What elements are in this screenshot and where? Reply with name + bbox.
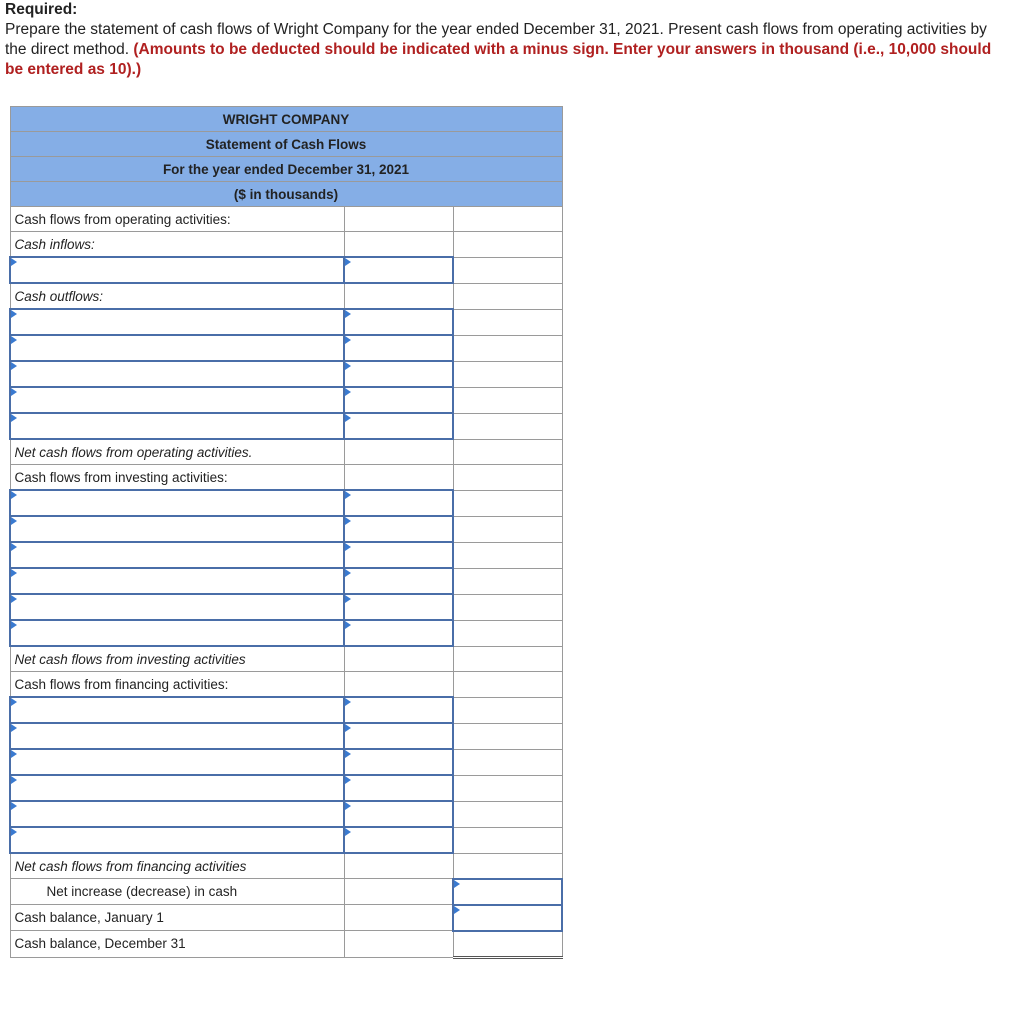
outflow-description-input[interactable]	[10, 309, 344, 335]
dropdown-marker-icon	[345, 336, 351, 344]
dropdown-marker-icon	[11, 491, 17, 499]
inflow-amount-field[interactable]	[345, 258, 452, 282]
balance-dec-total	[453, 931, 562, 958]
financing-amount-field[interactable]	[345, 802, 452, 826]
financing-amount-input[interactable]	[344, 801, 453, 827]
net-financing-label: Net cash flows from financing activities	[10, 853, 344, 879]
dropdown-marker-icon	[345, 388, 351, 396]
balance-jan-input[interactable]	[453, 905, 562, 931]
outflow-amount-field[interactable]	[345, 362, 452, 386]
instructions-note: (Amounts to be deducted should be indicated with a minus sign. Enter your answers in thousand (i.e., 10,000 should be entered as 10).)	[5, 41, 992, 78]
investing-description-input[interactable]	[10, 620, 344, 646]
outflow-description-input[interactable]	[10, 387, 344, 413]
net-investing-label: Net cash flows from investing activities	[10, 646, 344, 672]
investing-description-input[interactable]	[10, 568, 344, 594]
dropdown-marker-icon	[11, 543, 17, 551]
dropdown-marker-icon	[345, 543, 351, 551]
dropdown-marker-icon	[345, 828, 351, 836]
financing-amount-field[interactable]	[345, 698, 452, 722]
financing-amount-field[interactable]	[345, 776, 452, 800]
company-name: WRIGHT COMPANY	[10, 107, 562, 132]
dropdown-marker-icon	[345, 414, 351, 422]
dropdown-marker-icon	[11, 802, 17, 810]
dropdown-marker-icon	[11, 828, 17, 836]
dropdown-marker-icon	[345, 569, 351, 577]
financing-amount-input[interactable]	[344, 749, 453, 775]
required-heading: Required:	[5, 1, 78, 18]
dropdown-marker-icon	[11, 595, 17, 603]
financing-description-field[interactable]	[11, 802, 343, 826]
investing-description-input[interactable]	[10, 516, 344, 542]
operating-heading: Cash flows from operating activities:	[10, 207, 344, 232]
investing-amount-field[interactable]	[345, 517, 452, 541]
dropdown-marker-icon	[11, 310, 17, 318]
dropdown-marker-icon	[11, 414, 17, 422]
investing-description-field[interactable]	[11, 595, 343, 619]
financing-description-input[interactable]	[10, 775, 344, 801]
outflow-description-field[interactable]	[11, 414, 343, 438]
dropdown-marker-icon	[11, 517, 17, 525]
dropdown-marker-icon	[11, 388, 17, 396]
investing-amount-input[interactable]	[344, 542, 453, 568]
balance-dec-label: Cash balance, December 31	[10, 931, 344, 958]
outflow-description-field[interactable]	[11, 336, 343, 360]
statement-title: Statement of Cash Flows	[10, 132, 562, 157]
dropdown-marker-icon	[11, 750, 17, 758]
investing-description-input[interactable]	[10, 490, 344, 516]
investing-description-input[interactable]	[10, 594, 344, 620]
outflow-description-input[interactable]	[10, 413, 344, 439]
cash-outflows-label: Cash outflows:	[10, 283, 344, 309]
financing-amount-field[interactable]	[345, 828, 452, 852]
investing-amount-input[interactable]	[344, 620, 453, 646]
dropdown-marker-icon	[345, 776, 351, 784]
dropdown-marker-icon	[345, 750, 351, 758]
financing-amount-field[interactable]	[345, 750, 452, 774]
investing-amount-field[interactable]	[345, 491, 452, 515]
dropdown-marker-icon	[11, 362, 17, 370]
investing-amount-field[interactable]	[345, 569, 452, 593]
investing-description-field[interactable]	[11, 621, 343, 645]
outflow-amount-field[interactable]	[345, 388, 452, 412]
net-increase-field[interactable]	[454, 880, 561, 904]
dropdown-marker-icon	[11, 698, 17, 706]
statement-period: For the year ended December 31, 2021	[10, 157, 562, 182]
financing-description-input[interactable]	[10, 749, 344, 775]
financing-description-input[interactable]	[10, 697, 344, 723]
cash-inflows-label: Cash inflows:	[10, 232, 344, 258]
outflow-description-input[interactable]	[10, 335, 344, 361]
outflow-description-field[interactable]	[11, 362, 343, 386]
investing-amount-input[interactable]	[344, 516, 453, 542]
outflow-description-input[interactable]	[10, 361, 344, 387]
outflow-description-field[interactable]	[11, 310, 343, 334]
instructions	[5, 0, 1009, 80]
dropdown-marker-icon	[454, 880, 460, 888]
instructions-text: Prepare the statement of cash flows of Wright Company for the year ended December 31, 2021. Present cash flows from operating activities by the direct method.	[5, 21, 987, 58]
net-increase-input[interactable]	[453, 879, 562, 905]
investing-description-field[interactable]	[11, 517, 343, 541]
inflow-description-field[interactable]	[11, 258, 343, 282]
dropdown-marker-icon	[345, 621, 351, 629]
investing-description-field[interactable]	[11, 491, 343, 515]
outflow-amount-field[interactable]	[345, 336, 452, 360]
financing-description-field[interactable]	[11, 776, 343, 800]
dropdown-marker-icon	[345, 595, 351, 603]
financing-description-input[interactable]	[10, 723, 344, 749]
dropdown-marker-icon	[345, 724, 351, 732]
financing-amount-input[interactable]	[344, 775, 453, 801]
investing-amount-field[interactable]	[345, 543, 452, 567]
financing-description-input[interactable]	[10, 801, 344, 827]
dropdown-marker-icon	[11, 258, 17, 266]
financing-amount-input[interactable]	[344, 723, 453, 749]
dropdown-marker-icon	[345, 362, 351, 370]
investing-amount-input[interactable]	[344, 490, 453, 516]
dropdown-marker-icon	[11, 724, 17, 732]
outflow-amount-input[interactable]	[344, 361, 453, 387]
dropdown-marker-icon	[345, 310, 351, 318]
dropdown-marker-icon	[345, 517, 351, 525]
dropdown-marker-icon	[345, 698, 351, 706]
financing-description-field[interactable]	[11, 698, 343, 722]
investing-amount-input[interactable]	[344, 568, 453, 594]
outflow-amount-input[interactable]	[344, 387, 453, 413]
outflow-amount-field[interactable]	[345, 414, 452, 438]
financing-heading: Cash flows from financing activities:	[10, 672, 344, 698]
investing-description-field[interactable]	[11, 569, 343, 593]
financing-amount-field[interactable]	[345, 724, 452, 748]
inflow-description-input[interactable]	[10, 257, 344, 283]
net-operating-label: Net cash flows from operating activities.	[10, 439, 344, 465]
dropdown-marker-icon	[345, 491, 351, 499]
dropdown-marker-icon	[454, 906, 460, 914]
financing-amount-input[interactable]	[344, 697, 453, 723]
investing-description-input[interactable]	[10, 542, 344, 568]
dropdown-marker-icon	[345, 258, 351, 266]
investing-heading: Cash flows from investing activities:	[10, 465, 344, 491]
financing-description-field[interactable]	[11, 828, 343, 852]
cash-flow-statement-table	[9, 106, 563, 959]
balance-jan-label: Cash balance, January 1	[10, 905, 344, 931]
dropdown-marker-icon	[11, 569, 17, 577]
financing-description-field[interactable]	[11, 724, 343, 748]
investing-amount-input[interactable]	[344, 594, 453, 620]
outflow-amount-input[interactable]	[344, 309, 453, 335]
outflow-amount-input[interactable]	[344, 413, 453, 439]
net-increase-label: Net increase (decrease) in cash	[10, 879, 344, 905]
investing-amount-field[interactable]	[345, 595, 452, 619]
dropdown-marker-icon	[345, 802, 351, 810]
investing-description-field[interactable]	[11, 543, 343, 567]
financing-description-input[interactable]	[10, 827, 344, 853]
statement-units: ($ in thousands)	[10, 182, 562, 207]
dropdown-marker-icon	[11, 336, 17, 344]
balance-jan-field[interactable]	[454, 906, 561, 930]
investing-amount-field[interactable]	[345, 621, 452, 645]
outflow-amount-field[interactable]	[345, 310, 452, 334]
financing-amount-input[interactable]	[344, 827, 453, 853]
dropdown-marker-icon	[11, 621, 17, 629]
outflow-amount-input[interactable]	[344, 335, 453, 361]
outflow-description-field[interactable]	[11, 388, 343, 412]
dropdown-marker-icon	[11, 776, 17, 784]
financing-description-field[interactable]	[11, 750, 343, 774]
inflow-amount-input[interactable]	[344, 257, 453, 283]
